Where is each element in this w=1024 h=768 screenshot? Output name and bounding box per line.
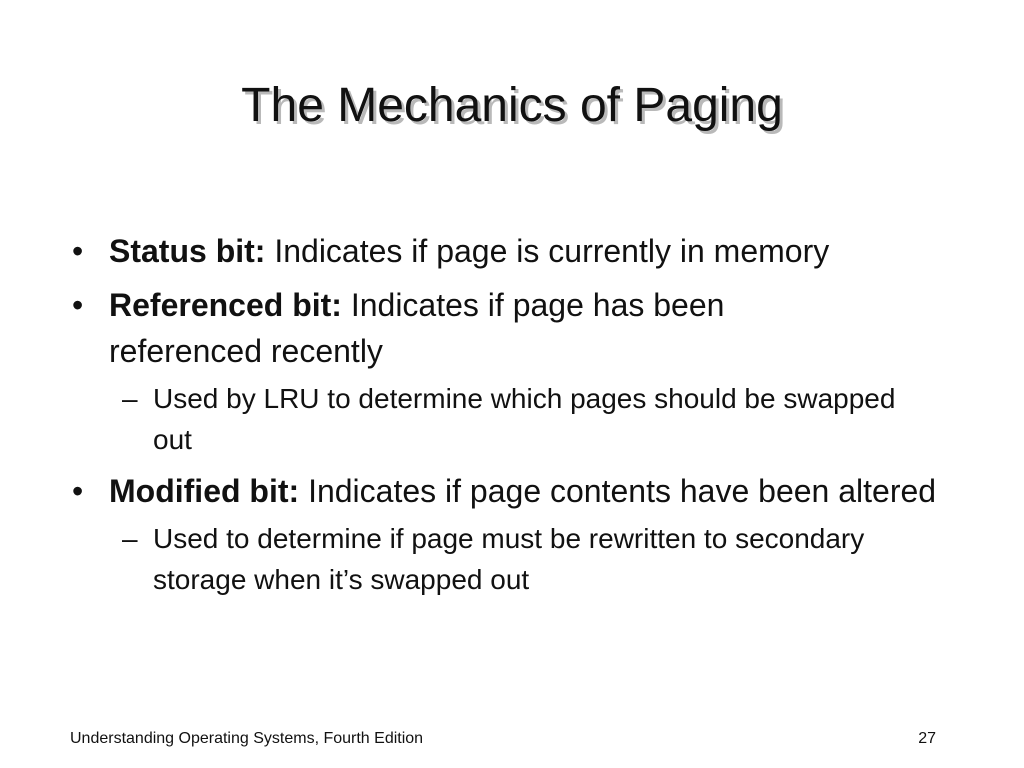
bullet-text: Indicates if page has been referenced recently [109,287,725,369]
bullet-text: Indicates if page is currently in memory [265,233,830,269]
sub-bullet-text: Used to determine if page must be rewritten to secondary storage when it’s swapped out [153,523,865,595]
bullet-term: Modified bit: [109,473,300,509]
bullet-marker: • [72,287,84,323]
bullet-status-bit [72,228,972,274]
slide-title: The Mechanics of Paging [241,79,783,132]
footer-page-number: 27 [918,730,936,747]
sub-bullet-marker: – [122,383,138,414]
footer-book-title: Understanding Operating Systems, Fourth Edition [70,730,424,747]
bullet-term: Status bit: [109,233,266,269]
bullet-marker: • [72,473,84,509]
sub-bullet-rewrite [72,518,943,600]
sub-bullet-marker: – [122,523,138,554]
bullet-list [72,228,972,608]
bullet-term: Referenced bit: [109,287,342,323]
bullet-marker: • [72,233,84,269]
bullet-text: Indicates if page contents have been altered [299,473,937,509]
sub-bullet-lru [72,378,933,460]
sub-bullet-text: Used by LRU to determine which pages should be swapped out [153,383,896,455]
bullet-modified-bit [72,468,989,514]
bullet-referenced-bit [72,282,829,374]
